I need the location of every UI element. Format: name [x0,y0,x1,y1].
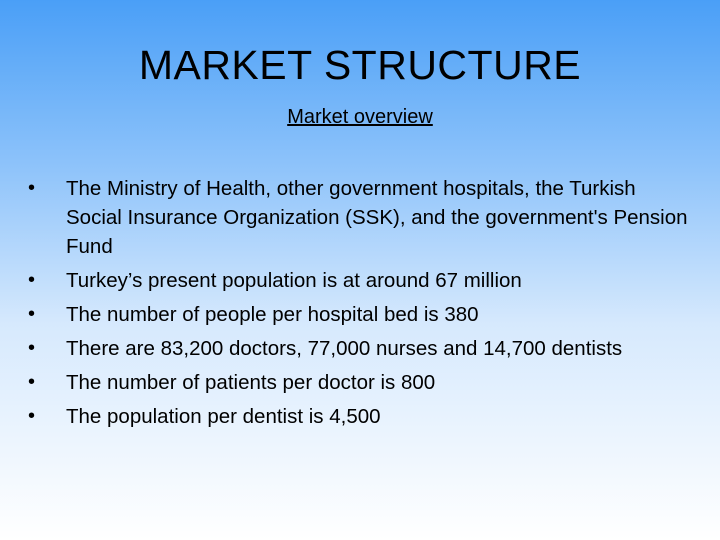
bullet-text: Turkey’s present population is at around 67 million [66,269,522,292]
bullet-item [28,334,688,363]
bullet-item [28,368,688,397]
bullet-text: The number of people per hospital bed is 380 [66,303,479,326]
bullet-icon: • [28,303,36,325]
bullet-list [28,174,688,436]
bullet-item [28,174,688,261]
bullet-icon: • [28,269,36,291]
bullet-item [28,300,688,329]
bullet-item [28,402,688,431]
slide-title: MARKET STRUCTURE [138,42,582,88]
slide-subtitle: Market overview [287,106,433,128]
bullet-text: The Ministry of Health, other government hospitals, the Turkish Social Insurance Organization (SSK), and the government's Pension Fund [66,177,688,258]
bullet-text: There are 83,200 doctors, 77,000 nurses and 14,700 dentists [66,337,623,360]
bullet-item [28,266,688,295]
bullet-icon: • [28,337,36,359]
bullet-icon: • [28,405,36,427]
bullet-text: The number of patients per doctor is 800 [66,371,436,394]
bullet-text: The population per dentist is 4,500 [66,405,381,428]
bullet-icon: • [28,371,36,393]
bullet-icon: • [28,177,36,199]
